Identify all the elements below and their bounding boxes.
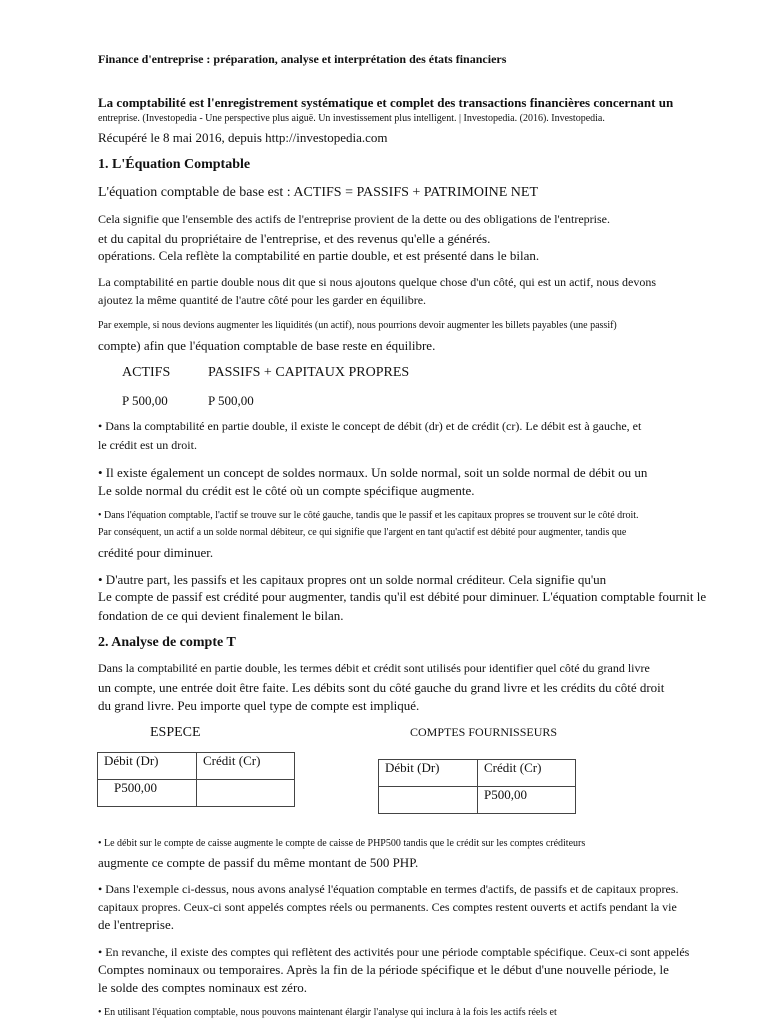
bullet-line: • En utilisant l'équation comptable, nous pouvons maintenant élargir l'analyse qui inclura à la fois les actifs réels et xyxy=(98,1007,557,1018)
bullet-line: • Dans la comptabilité en partie double, il existe le concept de débit (dr) et de crédit (cr). Le débit est à gauche, et xyxy=(98,419,642,433)
section-1-heading: 1. L'Équation Comptable xyxy=(98,157,251,172)
t-account-cash xyxy=(97,752,295,807)
bullet-line: de l'entreprise. xyxy=(98,917,174,932)
para-line: Dans la comptabilité en partie double, les termes débit et crédit sont utilisés pour identifier quel côté du grand livre xyxy=(98,661,650,675)
bullet-line: capitaux propres. Ceux-ci sont appelés comptes réels ou permanents. Ces comptes restent ouverts et actifs pendant la vie xyxy=(98,900,677,914)
equation-value-liabilities: P 500,00 xyxy=(208,393,254,408)
para-line: et du capital du propriétaire de l'entreprise, et des revenus qu'elle a générés. xyxy=(98,231,491,246)
bullet-line: augmente ce compte de passif du même montant de 500 PHP. xyxy=(98,855,419,870)
bullet-line: • Le débit sur le compte de caisse augmente le compte de caisse de PHP500 tandis que le crédit sur les comptes créditeurs xyxy=(98,838,586,849)
debit-header: Débit (Dr) xyxy=(379,760,478,787)
bullet-line: Comptes nominaux ou temporaires. Après la fin de la période spécifique et le début d'une nouvelle période, le xyxy=(98,962,669,977)
para-line: La comptabilité en partie double nous dit que si nous ajoutons quelque chose d'un côté, qui est un actif, nous devons xyxy=(98,275,657,289)
intro-citation: entreprise. (Investopedia - Une perspective plus aiguë. Un investissement plus intelligent. | Investopedia. (2016). Investopedia. xyxy=(98,113,605,124)
t-account-payables-title: COMPTES FOURNISSEURS xyxy=(410,725,558,739)
para-line: Cela signifie que l'ensemble des actifs de l'entreprise provient de la dette ou des obligations de l'entreprise. xyxy=(98,212,610,226)
bullet-line: • Il existe également un concept de soldes normaux. Un solde normal, soit un solde normal de débit ou un xyxy=(98,465,648,480)
equation-header-assets: ACTIFS xyxy=(122,365,171,380)
bullet-line: crédité pour diminuer. xyxy=(98,545,214,560)
bullet-line: • Dans l'équation comptable, l'actif se trouve sur le côté gauche, tandis que le passif et les capitaux propres se trouvent sur le côté droit. xyxy=(98,510,639,521)
intro-line-1: La comptabilité est l'enregistrement systématique et complet des transactions financières concernant un xyxy=(98,95,674,110)
t-account-payables xyxy=(378,759,576,814)
debit-header: Débit (Dr) xyxy=(98,753,197,780)
bullet-line: Par conséquent, un actif a un solde normal débiteur, ce qui signifie que l'argent en tant qu'actif est débité pour augmenter, tandis que xyxy=(98,527,627,538)
bullet-line: • D'autre part, les passifs et les capitaux propres ont un solde normal créditeur. Cela signifie qu'un xyxy=(98,572,607,587)
bullet-line: Le compte de passif est crédité pour augmenter, tandis qu'il est débité pour diminuer. L'équation comptable fournit le xyxy=(98,589,707,604)
bullet-line: le crédit est un droit. xyxy=(98,438,197,452)
para-line: un compte, une entrée doit être faite. Les débits sont du côté gauche du grand livre et les crédits du côté droit xyxy=(98,680,665,695)
debit-value: P500,00 xyxy=(98,780,197,807)
para-line: compte) afin que l'équation comptable de base reste en équilibre. xyxy=(98,338,436,353)
bullet-line: le solde des comptes nominaux est zéro. xyxy=(98,980,308,995)
equation-line: L'équation comptable de base est : ACTIFS = PASSIFS + PATRIMOINE NET xyxy=(98,185,539,200)
credit-value xyxy=(197,780,295,807)
section-2-heading: 2. Analyse de compte T xyxy=(98,635,236,650)
document-title: Finance d'entreprise : préparation, analyse et interprétation des états financiers xyxy=(98,52,507,66)
intro-retrieved: Récupéré le 8 mai 2016, depuis http://investopedia.com xyxy=(98,130,388,145)
bullet-line: fondation de ce qui devient finalement le bilan. xyxy=(98,608,344,623)
bullet-line: • En revanche, il existe des comptes qui reflètent des activités pour une période comptable spécifique. Ceux-ci sont appelés xyxy=(98,945,690,959)
bullet-line: Le solde normal du crédit est le côté où un compte spécifique augmente. xyxy=(98,483,475,498)
credit-header: Crédit (Cr) xyxy=(197,753,295,780)
para-line: Par exemple, si nous devions augmenter les liquidités (un actif), nous pourrions devoir augmenter les billets payables (une passif) xyxy=(98,320,617,331)
debit-value xyxy=(379,787,478,814)
equation-value-assets: P 500,00 xyxy=(122,393,168,408)
t-account-cash-title: ESPECE xyxy=(150,725,201,740)
credit-header: Crédit (Cr) xyxy=(478,760,576,787)
para-line: ajoutez la même quantité de l'autre côté pour les garder en équilibre. xyxy=(98,293,427,307)
para-line: opérations. Cela reflète la comptabilité en partie double, et est présenté dans le bilan. xyxy=(98,248,540,263)
equation-header-liabilities: PASSIFS + CAPITAUX PROPRES xyxy=(208,365,410,380)
bullet-line: • Dans l'exemple ci-dessus, nous avons analysé l'équation comptable en termes d'actifs, de passifs et de capitaux propres. xyxy=(98,882,679,896)
para-line: du grand livre. Peu importe quel type de compte est impliqué. xyxy=(98,698,420,713)
credit-value: P500,00 xyxy=(478,787,576,814)
